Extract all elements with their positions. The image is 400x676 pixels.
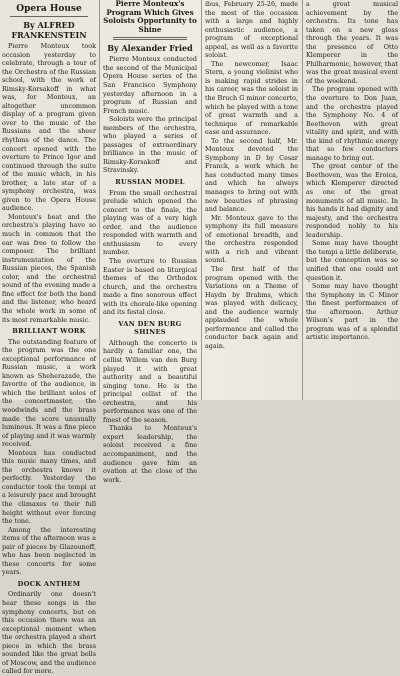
- paragraph: The first half of the program opened with the Variations on a Theme of Haydn by Brahms, which was played with delicacy, and the audience warmly applauded the whole performance and called the conductor back again and again.: [205, 264, 298, 350]
- paragraph: Thanks to Monteux's expert leadership, the soloist received a fine accompaniment, and the audience gave him an ovation at the close of the work.: [103, 424, 197, 484]
- paragraph: Although the concerto is hardly a familiar one, the cellist Willem van den Burg played it with great authority and a beautiful singing tone. He is the principal cellist of the orchestra, and his performance was one of the finest of the season.: [103, 338, 197, 424]
- paragraph: a great musical achievement by the orchestra. Its tone has taken on a new gloss through the years. It was the presence of Otto Klemperer in the Philharmonic, however, that was the great musical event of the weekend.: [306, 0, 398, 85]
- byline: By ALFRED FRANKENSTEIN: [11, 20, 87, 40]
- paragraph: The overture to Russian Easter is based on liturgical themes of the Orthodox church, and the orchestra made a fine sonorous effect with its chorale-like opening and its festal close.: [103, 256, 197, 317]
- divider: [10, 16, 88, 17]
- headline: Pierre Monteux's Program Which Gives Soloists Opportunity to Shine: [103, 0, 197, 34]
- paragraph: Pierre Monteux conducted the second of the Municipal Opera House series of the San Francisco Symphony yesterday afternoon in a program of Russian and French music.: [103, 55, 197, 115]
- subhead: RUSSIAN MODEL: [115, 178, 185, 187]
- paragraph: Some may have thought the Symphony in C Minor the finest performance of the afternoon. Arthur Wilson's part in the program was of a splendid artistic importance.: [306, 282, 398, 342]
- paragraph: The program opened with the overture to Don Juan, and the orchestra played the Symphony No. 4 of Beethoven with great vitality and spirit, and with the kind of rhythmic energy that so few conductors manage to bring out.: [306, 85, 398, 162]
- paragraph: Soloists were the principal members of the orchestra, who played a series of passages of extraordinary brilliance in the music of Rimsky-Korsakoff and Stravinsky.: [103, 115, 197, 175]
- paragraph: From the small orchestral prelude which opened the concert to the finale, the playing was of a very high order, and the audience responded with warmth and enthusiasm to every number.: [103, 188, 197, 257]
- column-rule: [302, 0, 303, 400]
- paragraph: Among the interesting items of the afternoon was a pair of pieces by Glazounoff, who has been neglected in these concerts for some years.: [2, 525, 96, 577]
- headline: Opera House: [16, 4, 82, 14]
- column-4-article: [306, 0, 398, 400]
- paragraph: Ordinarily one doesn't hear these songs in the symphony concerts, but on this occasion there was an exceptional moment when the orchestra played a short piece in which the brass sounded like the great bells of Moscow, and the audience called for more.: [2, 590, 96, 676]
- column-1-article: [2, 0, 96, 676]
- subhead: DOCK ANTHEM: [17, 579, 81, 588]
- paragraph: The newcomer, Isaac Stern, a young violinist who is making rapid strides in his career, was the soloist in the Bruch G minor concerto, which he played with a tone of great warmth and a technique of remarkable ease and assurance.: [205, 59, 298, 137]
- divider: [113, 37, 187, 40]
- paragraph: Monteux's beat and the orchestra's playing have so much in common that the ear was free to follow the composer. The brilliant instrumentation of the Russian pieces, the Spanish color, and the orchestral sound of the evening made a fine effect for both the band and the listener, who heard the whole work in some of its most remarkable music.: [2, 212, 96, 324]
- paragraph: ibus, February 25-26, made the most of the occasion with a large and highly enthusiastic audience, a program of exceptional appeal, as well as a favorite soloist.: [205, 0, 298, 60]
- byline: By Alexander Fried: [107, 43, 193, 54]
- paragraph: Monteux has conducted this music many times, and the orchestra knows it perfectly. Yesterday the conductor took the tempi at a leisurely pace and brought the climaxes to their full height without ever forcing the tone.: [2, 448, 96, 526]
- paragraph: Mr. Monteux gave to the symphony its full measure of emotional breadth, and the orchestra responded with a rich and vibrant sound.: [205, 213, 298, 265]
- column-3-article: [205, 0, 298, 400]
- subhead: BRILLIANT WORK: [12, 327, 86, 336]
- paragraph: The great center of the Beethoven, was the Eroica, which Klemperer directed as one of the great monuments of all music. In his hands it had dignity and majesty, and the orchestra responded nobly to his leadership.: [306, 162, 398, 239]
- paragraph: Some may have thought the tempi a little deliberate, but the conception was so unified that one could not question it.: [306, 239, 398, 282]
- subhead: VAN DEN BURG SHINES: [118, 319, 182, 337]
- paragraph: Pierre Monteux took occasion yesterday to celebrate, through a tour of the Orchestra of the Russian school, with the work of Rimsky-Korsakoff in what was, for Monteux, an altogether uncommon display of a program given over to the music of the Russians and the sheer rhythms of the dance. The concert opened with the overture to Prince Igor and continued through the suite of the music which, in his brother, a late star of a symphony orchestra, was given to the Opera House audience.: [2, 42, 96, 213]
- column-rule: [201, 0, 202, 400]
- paragraph: To the second half, Mr. Monteux devoted the Symphony in D by Cesar Franck, a work which he has conducted many times and which he always manages to bring out with new beauties of phrasing and balance.: [205, 136, 298, 214]
- column-2-article: [103, 0, 197, 484]
- column-rule: [99, 0, 100, 400]
- paragraph: The outstanding feature of the program was the one exceptional performance of Russian music, a work known as Sheherazade, the favorite of the audience, in which the brilliant solos of the concertmaster, the woodwinds and the brass made the score unusually luminous. It was a fine piece of playing and it was warmly received.: [2, 337, 96, 449]
